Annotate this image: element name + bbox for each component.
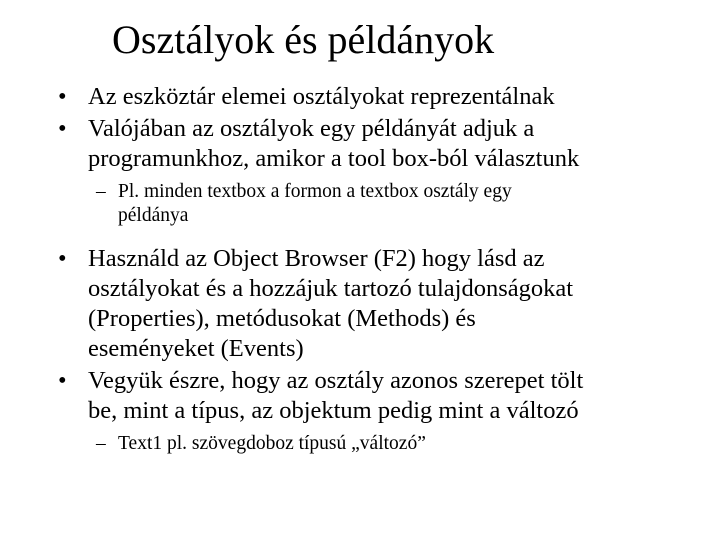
bullet-marker: • xyxy=(58,83,67,110)
slide-content xyxy=(58,82,708,464)
sub-bullet-text-line: Text1 pl. szövegdoboz típusú „változó” xyxy=(118,433,426,454)
bullet-text-line: Valójában az osztályok egy példányát adjuk a xyxy=(88,115,535,142)
bullet-text-line: Az eszköztár elemei osztályokat reprezentálnak xyxy=(88,83,555,110)
bullet-text-line: Vegyük észre, hogy az osztály azonos szerepet tölt xyxy=(88,367,584,394)
sub-bullet-item xyxy=(58,180,708,228)
bullet-item xyxy=(58,366,708,426)
bullet-marker: • xyxy=(58,115,67,142)
bullet-item xyxy=(58,114,708,174)
sub-bullet-text-line: Pl. minden textbox a formon a textbox osztály egy xyxy=(118,181,512,202)
bullet-marker: • xyxy=(58,367,67,394)
sub-bullet-text-line: példánya xyxy=(118,205,189,226)
bullet-item xyxy=(58,244,708,364)
bullet-item xyxy=(58,82,708,112)
bullet-text-line: be, mint a típus, az objektum pedig mint a változó xyxy=(88,397,579,424)
bullet-text-line: osztályokat és a hozzájuk tartozó tulajdonságokat xyxy=(88,275,574,302)
bullet-text-line: (Properties), metódusokat (Methods) és xyxy=(88,305,476,332)
bullet-marker: • xyxy=(58,245,67,272)
slide-title: Osztályok és példányok xyxy=(112,17,495,62)
bullet-text-line: eseményeket (Events) xyxy=(88,335,304,362)
sub-bullet-marker: – xyxy=(96,181,106,202)
bullet-text-line: Használd az Object Browser (F2) hogy lásd az xyxy=(88,245,545,272)
bullet-text-line: programunkhoz, amikor a tool box-ból választunk xyxy=(88,145,580,172)
sub-bullet-item xyxy=(58,432,708,456)
sub-bullet-marker: – xyxy=(96,433,106,454)
